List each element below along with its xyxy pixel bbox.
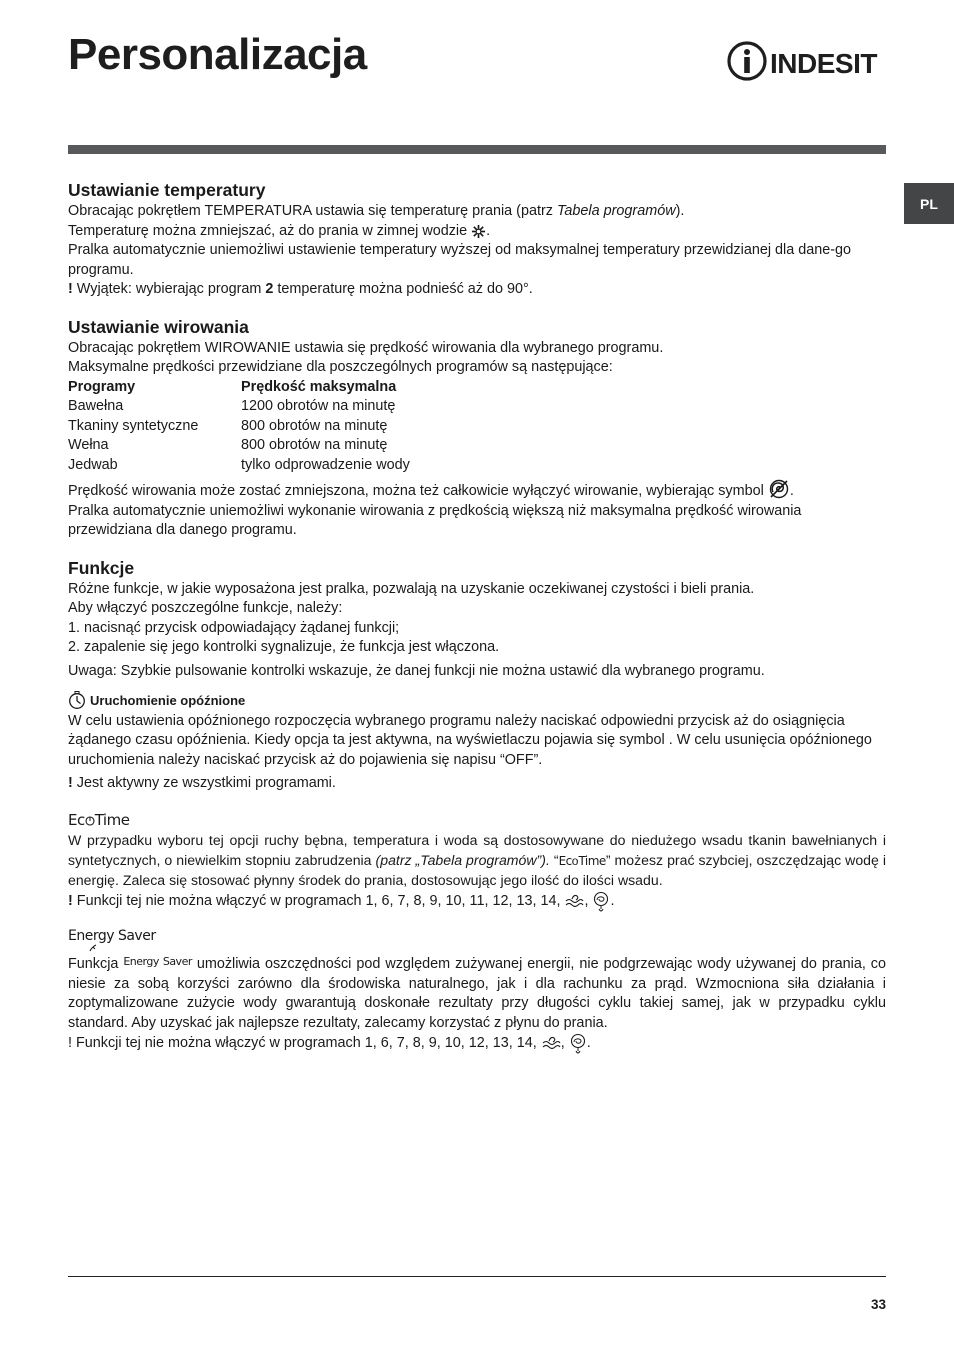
spin-paragraph-1: Obracając pokrętłem WIROWANIE ustawia się prędkość wirowania dla wybranego programu. (68, 339, 664, 356)
table-cell: Wełna (68, 437, 109, 453)
functions-list-item: 2. zapalenie się jego kontrolki sygnalizuje, że funkcja jest włączona. (68, 639, 500, 655)
page-title: Personalizacja (68, 30, 367, 79)
ecotime-paragraph-1: W przypadku wyboru tej opcji ruchy bębna, temperatura i woda są dostosowywane do niedużego wsadu tkanin bawełnianych i syntetycznych, o niewielkim stopniu zabrudzenia (patrz „Tabela programów”). “EcoTime” możesz prać szybciej, oszczędzając wodę i energię. Zaleca się stosować płynny środek do prania, dostosowując jego ilość do ilości wsadu. (68, 832, 886, 888)
delay-heading-row (68, 691, 886, 712)
eco-leaf-icon (85, 814, 95, 826)
temp-paragraph-2: Temperaturę można zmniejszać, aż do prania w zimnej wodzie . (68, 222, 491, 239)
table-header: Prędkość maksymalna (241, 378, 397, 395)
timer-icon (68, 691, 86, 709)
functions-paragraph-1: Różne funkcje, w jakie wyposażona jest pralka, pozwalają na uzyskanie oczekiwanej czystości i bieli prania. (68, 580, 755, 597)
energy-saver-logo: Energy Saver (68, 927, 886, 951)
temp-paragraph-4: ! Wyjątek: wybierając program 2 temperaturę można podnieść aż do 90°. (68, 281, 533, 297)
section-heading-spin: Ustawianie wirowania (68, 316, 249, 337)
delay-heading: Uruchomienie opóźnione (90, 693, 246, 708)
spin-paragraph-4: Pralka automatycznie uniemożliwi wykonanie wirowania z prędkością większą niż maksymalna prędkość wirowania przewidziana dla danego programu. (68, 502, 802, 538)
page-number: 33 (870, 1297, 886, 1312)
footer-rule (68, 1276, 886, 1277)
no-spin-icon (768, 479, 790, 499)
functions-list-item: 1. nacisnąć przycisk odpowiadający żądanej funkcji; (68, 619, 400, 636)
drain-spin-icon (592, 891, 610, 913)
energy-paragraph-2: ! Funkcji tej nie można włączyć w programach 1, 6, 7, 8, 9, 10, 12, 13, 14, , . (68, 1033, 886, 1055)
spin-paragraph-2: Maksymalne prędkości przewidziane dla poszczególnych programów są następujące: (68, 359, 613, 375)
temp-paragraph-1: Obracając pokrętłem TEMPERATURA ustawia się temperaturę prania (patrz Tabela programów). (68, 203, 685, 219)
energy-paragraph-1: Funkcja $^{Energy Saver}$ umożliwia oszczędności pod względem zużywanej energii, nie podgrzewając wody używanej do prania, co niesie za sobą korzyści zarówno dla środowiska naturalnego, jak i dla rachunku za prąd. Wzmocniona siła działania i zoptymalizowane zużycie wody gwarantują doskonałe rezultaty przy długości cyklu takiej samej, jak w przypadku cyklu standard. Aby uzyskać jak najlepsze rezultaty, zalecamy korzystać z płynu do prania. (68, 955, 886, 1031)
table-cell: Tkaniny syntetyczne (68, 417, 199, 434)
handwash-icon (564, 893, 584, 909)
table-cell: Bawełna (68, 398, 124, 414)
brand-text: INDESIT (770, 48, 877, 79)
temp-paragraph-3: Pralka automatycznie uniemożliwi ustawienie temperatury wyższej od maksymalnej temperatury przewidzianej dla dane-go programu. (68, 242, 852, 278)
language-tab: PL (904, 183, 954, 224)
functions-paragraph-2: Aby włączyć poszczególne funkcje, należy: (68, 600, 343, 616)
spin-paragraph-3: Prędkość wirowania może zostać zmniejszona, można też całkowicie wyłączyć wirowanie, wybierając symbol . (68, 479, 886, 502)
header-rule (68, 145, 886, 154)
table-cell: 800 obrotów na minutę (241, 437, 388, 453)
section-heading-functions: Funkcje (68, 557, 135, 578)
section-heading-temperature: Ustawianie temperatury (68, 180, 266, 200)
ecotime-paragraph-2: ! Funkcji tej nie można włączyć w programach 1, 6, 7, 8, 9, 10, 11, 12, 13, 14, , . (68, 891, 886, 913)
indesit-logo (726, 40, 888, 82)
table-cell: tylko odprowadzenie wody (241, 456, 410, 473)
functions-note: Uwaga: Szybkie pulsowanie kontrolki wskazuje, że danej funkcji nie można ustawić dla wybranego programu. (68, 662, 765, 679)
table-cell: Jedwab (68, 456, 118, 473)
delay-paragraph-1: W celu ustawienia opóźnionego rozpoczęcia wybranego programu należy naciskać odpowiedni przycisk aż do osiągnięcia żądanego czasu opóźnienia. Kiedy opcja ta jest aktywna, na wyświetlaczu pojawia się symbol . W celu usunięcia opóźnionego uruchomienia należy naciskać przycisk aż do pojawienia się napisu “OFF”. (68, 712, 872, 768)
table-cell: 800 obrotów na minutę (241, 417, 388, 434)
snowflake-icon (471, 224, 486, 239)
table-cell: 1200 obrotów na minutę (241, 398, 396, 414)
main-content (68, 178, 886, 1055)
drain-spin-icon (569, 1033, 587, 1055)
spin-speed-table (68, 378, 886, 476)
handwash-icon (541, 1035, 561, 1051)
ecotime-logo: Ec Time (68, 810, 130, 829)
delay-paragraph-2: ! Jest aktywny ze wszystkimi programami. (68, 775, 336, 791)
table-header: Programy (68, 378, 136, 395)
